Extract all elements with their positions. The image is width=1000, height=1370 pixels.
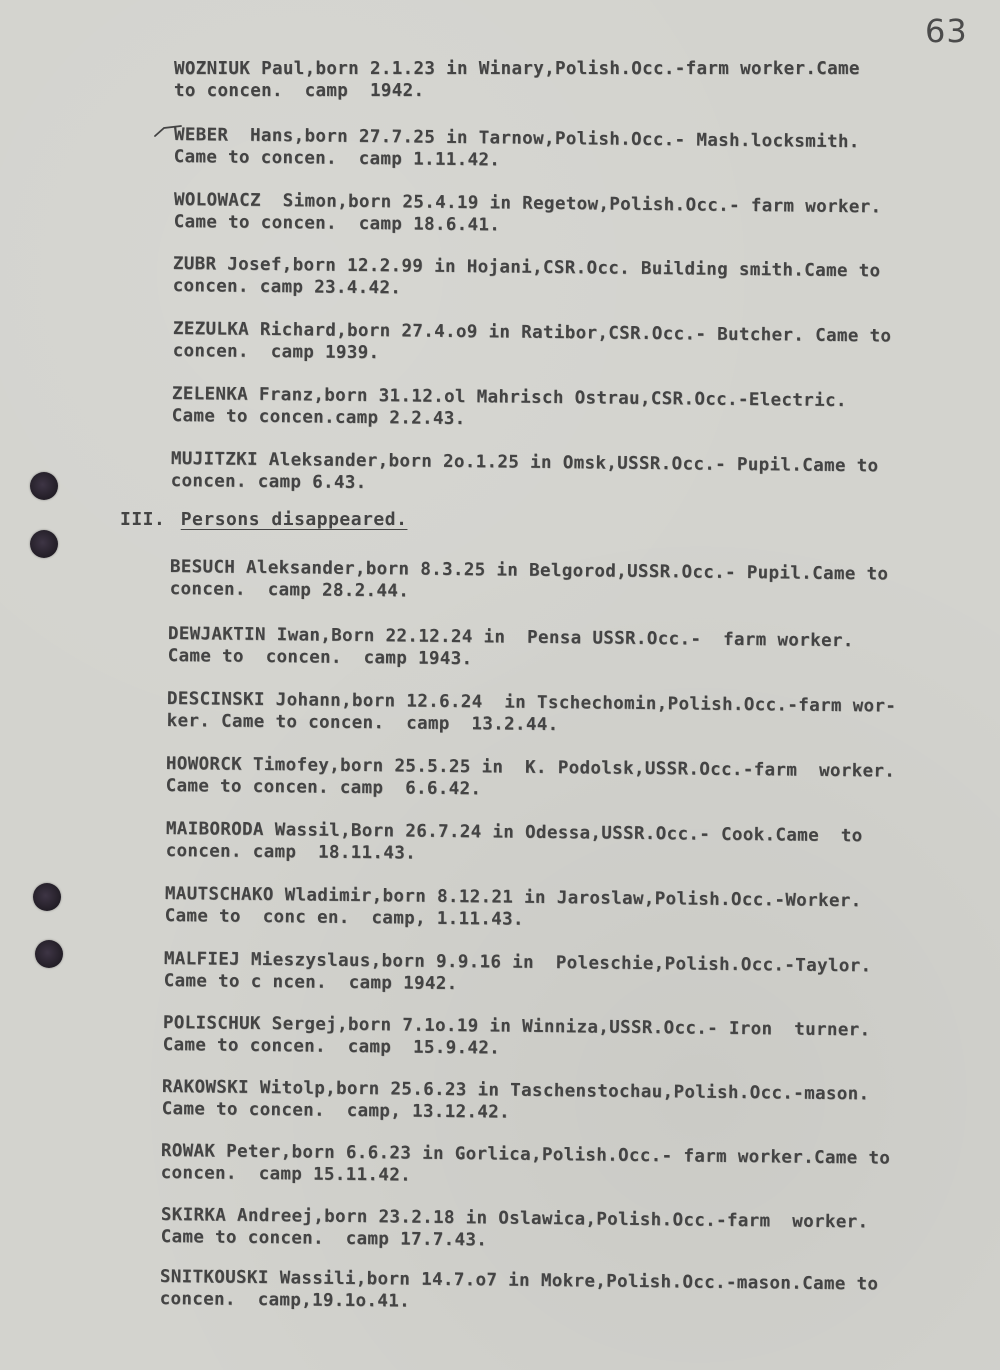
person-entry: POLISCHUK Sergej,born 7.1o.19 in Winniza,USSR.Occ.- Iron turner. Came to concen. camp 15.9.42. [162,1012,871,1059]
person-entry: HOWORCK Timofey,born 25.5.25 in K. Podolsk,USSR.Occ.-farm worker. Came to concen. camp 6.6.42. [165,753,896,800]
punch-hole [30,530,58,558]
punch-hole [30,472,58,500]
person-entry: RAKOWSKI Witolp,born 25.6.23 in Taschenstochau,Polish.Occ.-mason. Came to concen. camp, 13.12.42. [161,1077,870,1123]
person-entry: DEWJAKTIN Iwan,Born 22.12.24 in Pensa USSR.Occ.- farm worker. Came to concen. camp 1943. [167,623,854,670]
section-number: III. [120,509,166,530]
person-entry: SNITKOUSKI Wassili,born 14.7.o7 in Mokre,Polish.Occ.-mason.Came to concen. camp,19.1o.41. [159,1267,879,1312]
person-entry: MUJITZKI Aleksander,born 2o.1.25 in Omsk,USSR.Occ.- Pupil.Came to concen. camp 6.43. [170,448,879,494]
person-entry: ZUBR Josef,born 12.2.99 in Hojani,CSR.Occ. Building smith.Came to concen. camp 23.4.42. [172,253,881,299]
page-number: 63 [925,12,968,50]
section-heading [120,508,407,532]
section-title: Persons disappeared. [180,509,408,530]
person-entry: WOZNIUK Paul,born 2.1.23 in Winary,Polish.Occ.-farm worker.Came to concen. camp 1942. [174,59,860,101]
person-entry: ROWAK Peter,born 6.6.23 in Gorlica,Polish.Occ.- farm worker.Came to concen. camp 15.11.42. [160,1141,891,1186]
person-entry: DESCINSKI Johann,born 12.6.24 in Tschechomin,Polish.Occ.-farm wor- ker. Came to concen. camp 13.2.44. [166,688,897,736]
person-entry: ZELENKA Franz,born 31.12.ol Mahrisch Ostrau,CSR.Occ.-Electric. Came to concen.camp 2.2.43. [171,383,847,430]
person-entry: BESUCH Aleksander,born 8.3.25 in Belgorod,USSR.Occ.- Pupil.Came to concen. camp 28.2.44. [169,556,889,602]
person-entry: ZEZULKA Richard,born 27.4.o9 in Ratibor,CSR.Occ.- Butcher. Came to concen. camp 1939. [172,318,892,364]
person-entry: MALFIEJ Mieszyslaus,born 9.9.16 in Poleschie,Polish.Occ.-Taylor. Came to c ncen. camp 1942. [163,948,872,995]
punch-hole [33,883,61,911]
person-entry: MAIBORODA Wassil,Born 26.7.24 in Odessa,USSR.Occ.- Cook.Came to concen. camp 18.11.43. [165,818,863,864]
punch-hole [35,940,63,968]
person-entry: MAUTSCHAKO Wladimir,born 8.12.21 in Jaroslaw,Polish.Occ.-Worker. Came to conc en. camp, 1.11.43. [164,883,862,930]
person-entry: WEBER Hans,born 27.7.25 in Tarnow,Polish.Occ.- Mash.locksmith. Came to concen. camp 1.11.42. [173,124,860,171]
person-entry: WOLOWACZ Simon,born 25.4.19 in Regetow,Polish.Occ.- farm worker. Came to concen. camp 18.6.41. [173,189,882,236]
person-entry: SKIRKA Andreej,born 23.2.18 in Oslawica,Polish.Occ.-farm worker. Came to concen. camp 17.7.43. [160,1205,869,1251]
